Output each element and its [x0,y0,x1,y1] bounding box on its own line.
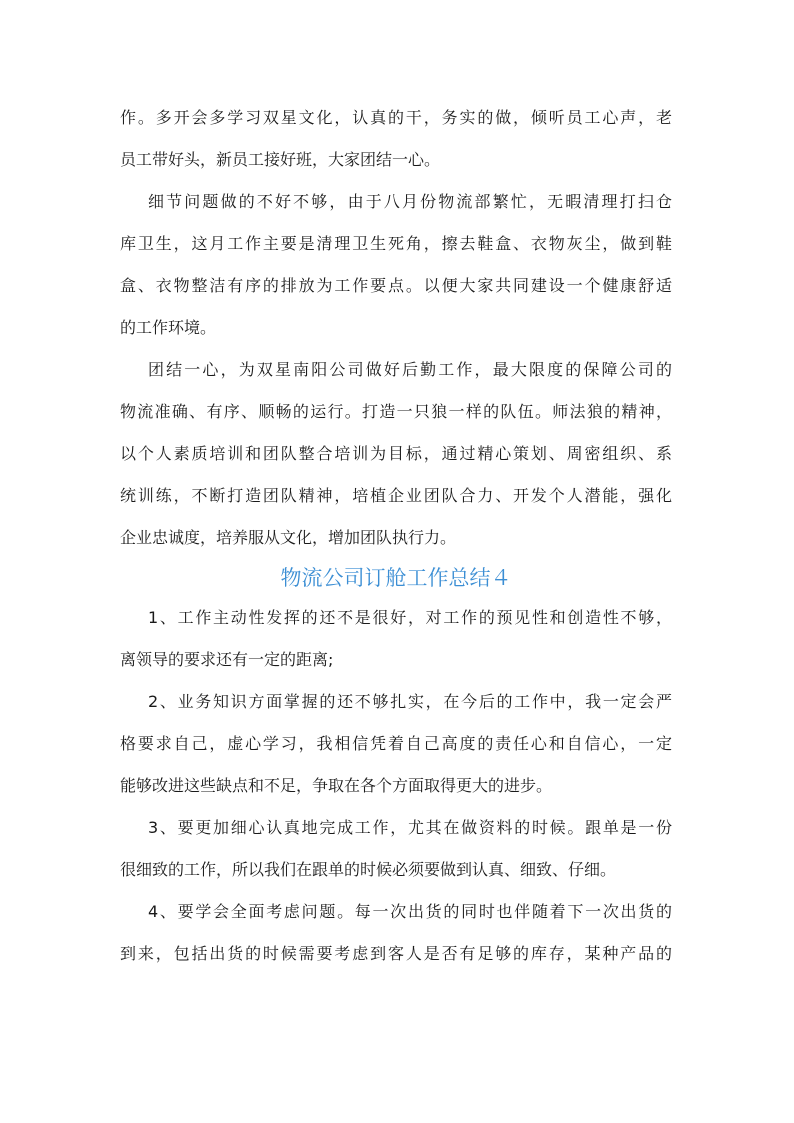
paragraph-1-line-1: 作。多开会多学习双星文化，认真的干，务实的做，倾听员工心声，老 [120,108,672,127]
item-1-line-1: 1、工作主动性发挥的还不是很好，对工作的预见性和创造性不够， [148,608,672,627]
item-3-line-2: 很细致的工作，所以我们在跟单的时候必须要做到认真、细致、仔细。 [120,860,617,879]
paragraph-2-line-1: 细节问题做的不好不够，由于八月份物流部繁忙，无暇清理打扫仓 [148,192,672,211]
paragraph-2-line-2: 库卫生，这月工作主要是清理卫生死角，擦去鞋盒、衣物灰尘，做到鞋 [120,234,672,253]
item-4-line-2: 到来，包括出货的时候需要考虑到客人是否有足够的库存，某种产品的 [120,944,672,963]
item-2-line-1: 2、业务知识方面掌握的还不够扎实，在今后的工作中，我一定会严 [148,692,672,711]
item-3-line-1: 3、要更加细心认真地完成工作，尤其在做资料的时候。跟单是一份 [148,818,672,837]
paragraph-3-line-5: 企业忠诚度，培养服从文化，增加团队执行力。 [120,528,457,547]
paragraph-3-line-3: 以个人素质培训和团队整合培训为目标，通过精心策划、周密组织、系 [120,444,672,463]
paragraph-2-line-4: 的工作环境。 [120,318,217,337]
item-4-line-1: 4、要学会全面考虑问题。每一次出货的同时也伴随着下一次出货的 [148,902,672,921]
section-title: 物流公司订舱工作总结４ [280,566,512,590]
item-1-line-2: 离领导的要求还有一定的距离; [120,650,334,669]
paragraph-3-line-4: 统训练，不断打造团队精神，培植企业团队合力、开发个人潜能，强化 [120,486,672,505]
paragraph-1-line-2: 员工带好头，新员工接好班，大家团结一心。 [120,150,441,169]
paragraph-3-line-1: 团结一心，为双星南阳公司做好后勤工作，最大限度的保障公司的 [148,360,672,379]
item-2-line-3: 能够改进这些缺点和不足，争取在各个方面取得更大的进步。 [120,776,553,795]
item-2-line-2: 格要求自己，虚心学习，我相信凭着自己高度的责任心和自信心，一定 [120,734,672,753]
paragraph-2-line-3: 盒、衣物整洁有序的排放为工作要点。以便大家共同建设一个健康舒适 [120,276,672,295]
paragraph-3-line-2: 物流准确、有序、顺畅的运行。打造一只狼一样的队伍。师法狼的精神， [120,402,672,421]
